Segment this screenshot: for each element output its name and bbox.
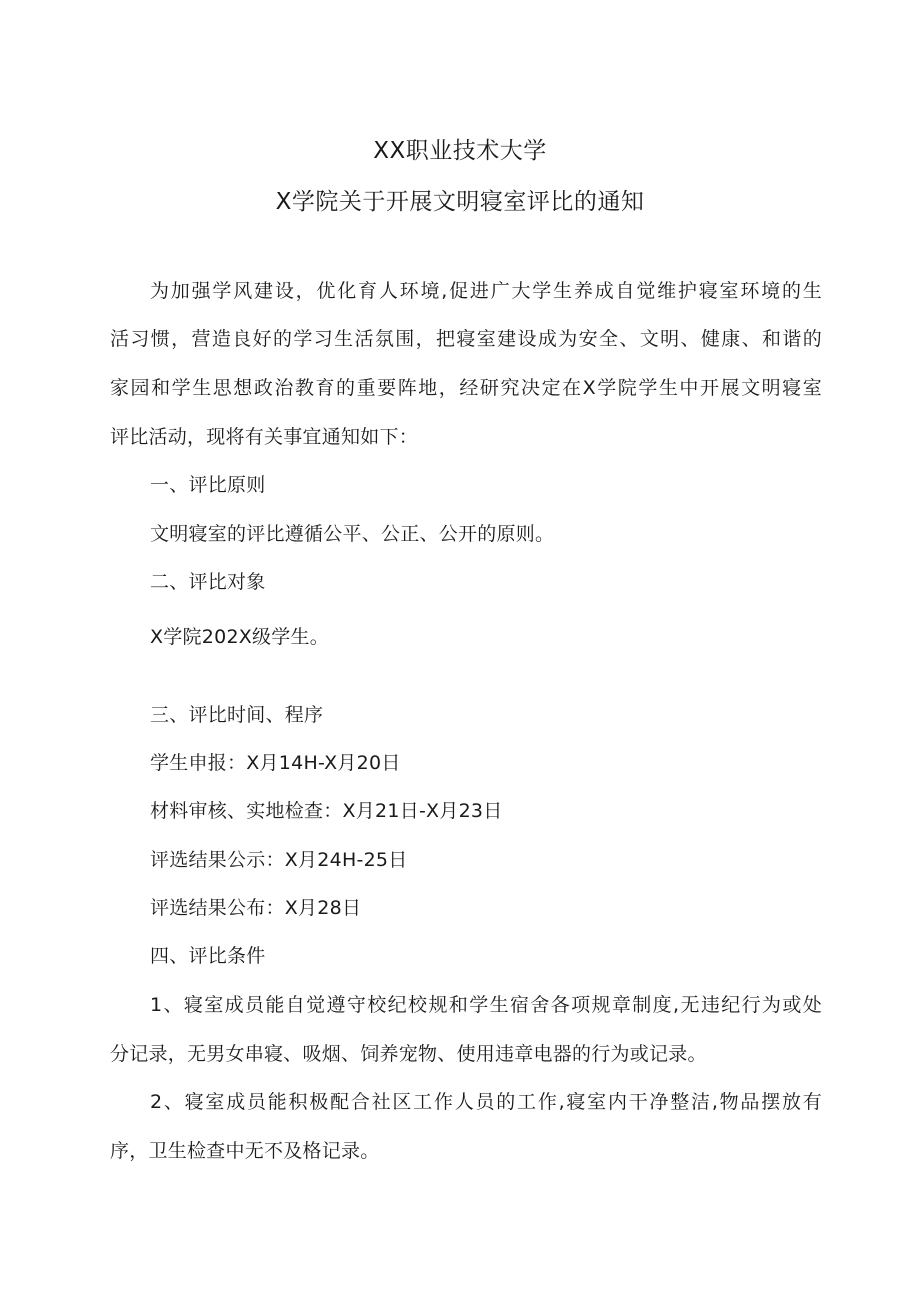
- section-heading-conditions: 四、评比条件: [150, 945, 266, 967]
- schedule-item-application: 学生申报：X月14H-X月20日: [150, 752, 401, 774]
- condition-2-line-1: 2、寝室成员能积极配合社区工作人员的工作,寝室内干净整洁,物品摆放有: [150, 1091, 822, 1113]
- condition-1-line-1: 1、寝室成员能自觉遵守校纪校规和学生宿舍各项规章制度,无违纪行为或处: [150, 994, 822, 1016]
- intro-line-1: 为加强学风建设，优化育人环境,促进广大学生养成自觉维护寝室环境的生: [150, 280, 822, 302]
- section-heading-schedule: 三、评比时间、程序: [150, 704, 324, 726]
- notice-title: X学院关于开展文明寝室评比的通知: [275, 189, 645, 215]
- schedule-item-announcement: 评选结果公布：X月28日: [150, 897, 362, 919]
- university-title: XX职业技术大学: [373, 138, 547, 164]
- principles-text: 文明寝室的评比遵循公平、公正、公开的原则。: [150, 523, 555, 545]
- intro-line-4: 评比活动，现将有关事宜通知如下：: [110, 426, 419, 448]
- targets-text: X学院202X级学生。: [150, 626, 330, 648]
- condition-1-line-2: 分记录，无男女串寝、吸烟、饲养宠物、使用违章电器的行为或记录。: [110, 1043, 707, 1065]
- intro-line-3: 家园和学生思想政治教育的重要阵地，经研究决定在X学院学生中开展文明寝室: [110, 377, 822, 399]
- section-heading-principles: 一、评比原则: [150, 474, 266, 496]
- intro-line-2: 活习惯，营造良好的学习生活氛围，把寝室建设成为安全、文明、健康、和谐的: [110, 328, 822, 350]
- section-heading-targets: 二、评比对象: [150, 571, 266, 593]
- condition-2-line-2: 序，卫生检查中无不及格记录。: [110, 1140, 380, 1162]
- schedule-item-review: 材料审核、实地检查：X月21日-X月23日: [150, 800, 503, 822]
- schedule-item-publicity: 评选结果公示：X月24H-25日: [150, 849, 408, 871]
